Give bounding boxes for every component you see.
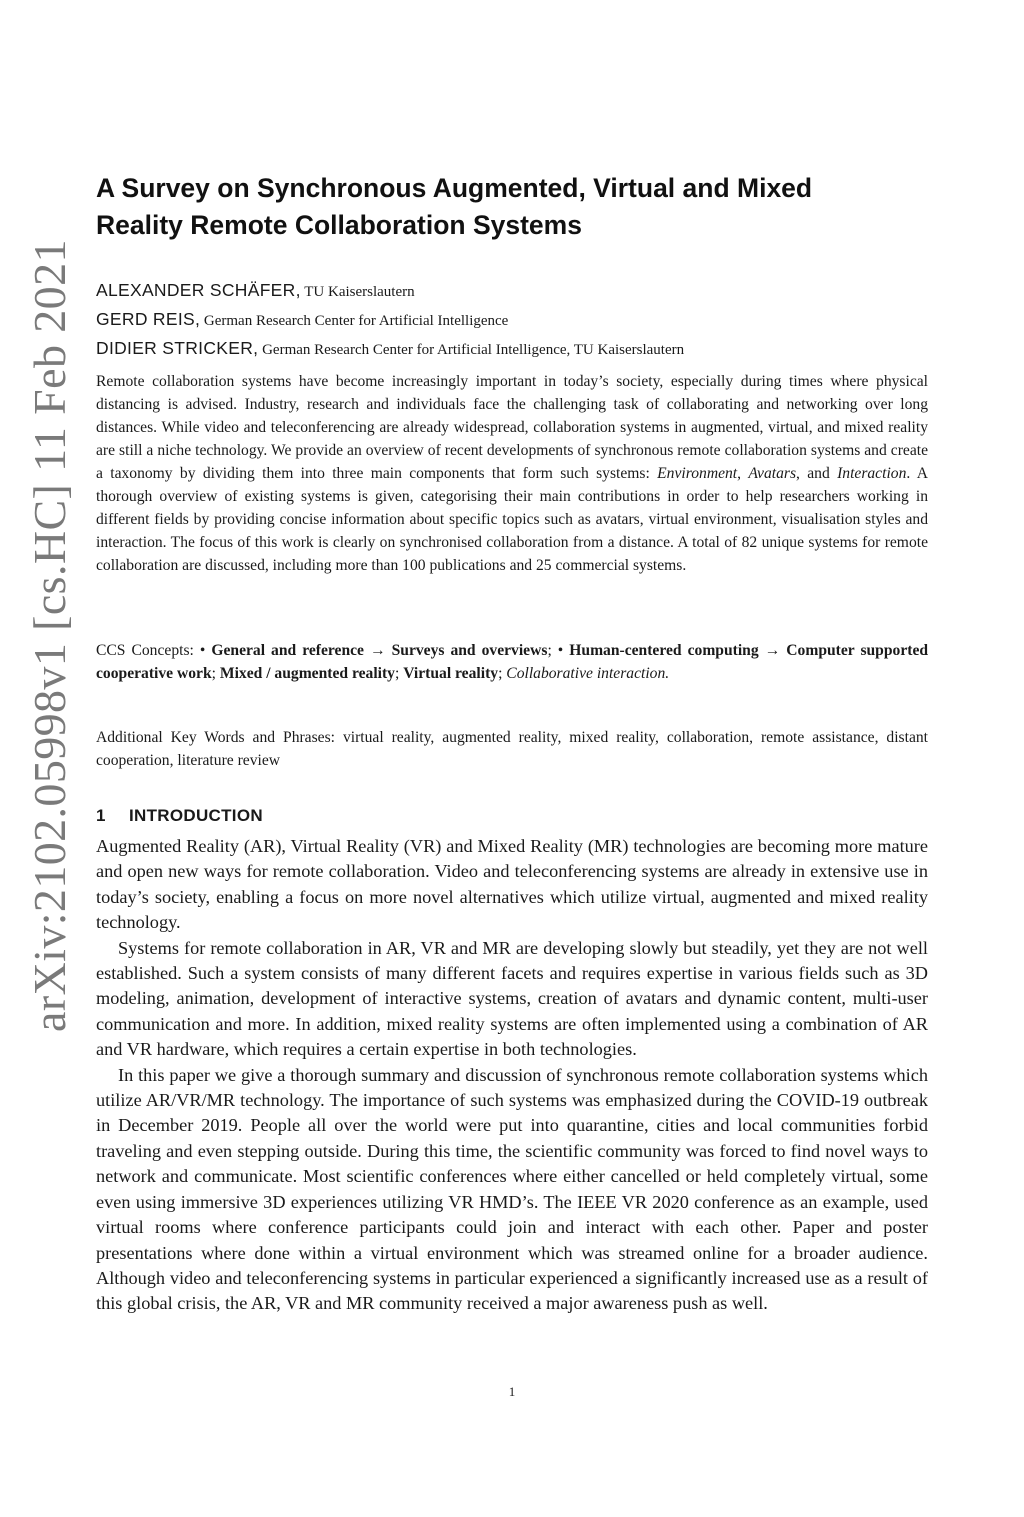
intro-paragraph: In this paper we give a thorough summary and discussion of synchronous remote collaboration systems which utilize AR/VR/MR technology. The importance of such systems was emphasized during the COVID-19 outbreak in December 2019. People all over the world were put into quarantine, cities and local communities forbid traveling and even stepping outside. During this time, the scientific community was forced to find novel ways to network and communicate. Most scientific conferences where either cancelled or held completely virtual, some even using immersive 3D experiences utilizing VR HMD’s. The IEEE VR 2020 conference as an example, used virtual rooms where conference participants could join and interact with each other. Paper and poster presentations where done within a virtual environment which was streamed online for a broader audience. Although video and teleconferencing systems in particular experienced a significantly increased use as a result of this global crisis, the AR, VR and MR community received a major awareness push as well. [96,1064,928,1314]
keywords-label: Additional Key Words and Phrases: [96,729,343,746]
section-heading [96,804,928,828]
author-affiliation: German Research Center for Artificial Intelligence, TU Kaiserslautern [258,342,685,358]
ccs-label: CCS Concepts: • [96,642,212,659]
arxiv-stamp: arXiv:2102.05998v1 [cs.HC] 11 Feb 2021 [24,239,75,1032]
abstract-text: Remote collaboration systems have become increasingly important in today’s society, especially during times where physical distancing is advised. Industry, research and individuals face the challenging task of collaborating and networking over long distances. While video and teleconferencing are already widespread, collaboration systems in augmented, virtual, and mixed reality are still a niche technology. We provide an overview of recent developments of synchronous remote collaboration systems and create a taxonomy by dividing them into three main components that form such systems: [96,373,928,482]
ccs-arrow: → [363,642,392,659]
abstract-separator: , and [796,465,838,482]
introduction-body [96,834,928,1317]
ccs-separator: ; [211,665,220,682]
title-line-2: Reality Remote Collaboration Systems [96,210,582,240]
intro-paragraph: Systems for remote collaboration in AR, VR and MR are developing slowly but steadily, yet they are not well established. Such a system consists of many different facets and requires expertise in various fields such as 3D modeling, animation, development of interactive systems, creation of avatars and dynamic content, multi-user communication and more. In addition, mixed reality systems are often implemented using a combination of AR and VR hardware, which requires a certain expertise in both technologies. [96,937,928,1060]
taxonomy-term-avatars: Avatars [748,465,797,482]
ccs-end: . [665,665,670,682]
ccs-concept: Collaborative interaction [506,665,666,682]
ccs-concept: Human-centered computing [569,642,759,659]
author-list [96,277,928,364]
author-affiliation: TU Kaiserslautern [300,284,415,300]
title-line-1: A Survey on Synchronous Augmented, Virtual and Mixed [96,173,813,203]
author-entry [96,306,928,335]
keywords [96,726,928,772]
abstract-text: . A thorough overview of existing systems is given, categorising their main contributions in order to help researchers working in different fields by providing concise information about specific topics such as avatars, virtual environment, visualisation styles and interaction. The focus of this work is clearly on synchronised collaboration from a distance. A total of 82 unique systems for remote collaboration are discussed, including more than 100 publications and 25 commercial systems. [96,465,928,574]
author-name: GERD REIS, [96,309,201,329]
author-name: ALEXANDER SCHÄFER, [96,280,301,300]
author-entry [96,335,928,364]
section-title: INTRODUCTION [129,806,263,825]
ccs-concept: Virtual reality [403,665,499,682]
ccs-concept: Mixed / augmented reality [219,665,395,682]
paper-title [96,170,928,244]
author-name: DIDIER STRICKER, [96,338,259,358]
ccs-separator: ; [498,665,507,682]
ccs-concept: Computer supported cooperative work [96,642,929,682]
ccs-concept: General and reference [211,642,364,659]
taxonomy-term-interaction: Interaction [837,465,907,482]
ccs-separator: ; • [547,642,570,659]
section-number: 1 [96,806,106,825]
author-entry [96,277,928,306]
abstract [96,370,928,577]
intro-paragraph: Augmented Reality (AR), Virtual Reality (VR) and Mixed Reality (MR) technologies are becoming more mature and open new ways for remote collaboration. Video and teleconferencing systems are already in extensive use in today’s society, enabling a focus on more novel alternatives which utilize virtual, augmented and mixed reality technology. [96,836,928,933]
page-number: 1 [508,1384,516,1399]
abstract-paragraph [96,370,928,577]
ccs-concepts [96,639,928,685]
taxonomy-term-environment: Environment [657,465,738,482]
ccs-arrow: → [758,642,787,659]
author-affiliation: German Research Center for Artificial Intelligence [200,313,509,329]
keywords-text: virtual reality, augmented reality, mixed reality, collaboration, remote assistance, distant cooperation, literature review [96,729,929,769]
abstract-separator: , [737,465,749,482]
ccs-concept: Surveys and overviews [391,642,548,659]
ccs-separator: ; [394,665,404,682]
